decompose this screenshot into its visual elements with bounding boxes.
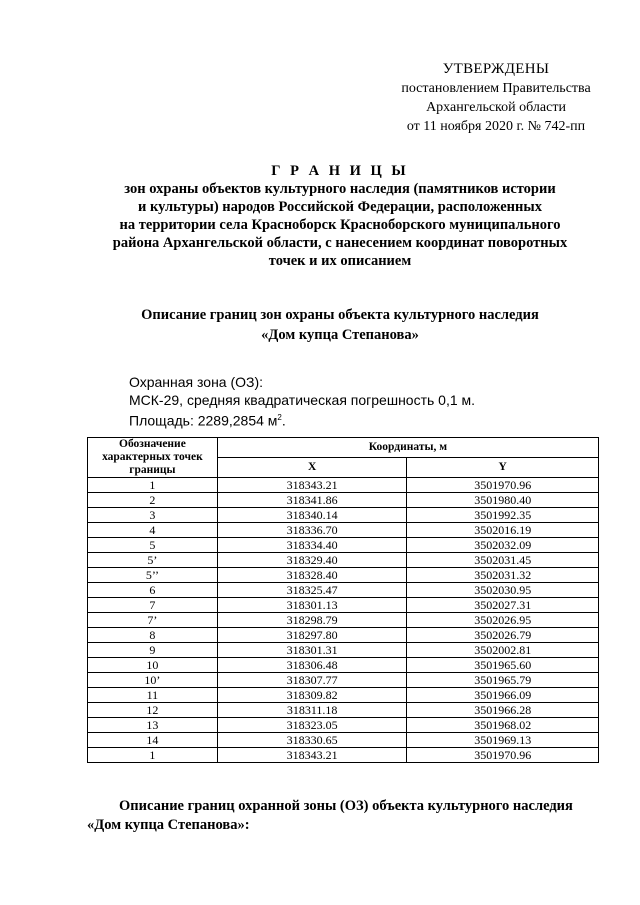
footer-line-2: «Дом купца Степанова»: — [87, 817, 250, 833]
cell-x: 318340.14 — [217, 508, 407, 523]
cell-y: 3501970.96 — [407, 748, 599, 763]
zone-info — [129, 373, 589, 430]
cell-x: 318323.05 — [217, 718, 407, 733]
cell-point: 7’ — [88, 613, 218, 628]
document-subtitle-line: точек и их описанием — [268, 253, 412, 269]
cell-y: 3502032.09 — [407, 538, 599, 553]
table-row — [88, 733, 599, 748]
cell-point: 1 — [88, 478, 218, 493]
table-row — [88, 583, 599, 598]
cell-y: 3501966.09 — [407, 688, 599, 703]
cell-y: 3502026.79 — [407, 628, 599, 643]
document-subtitle-line: и культуры) народов Российской Федерации, расположенных — [138, 199, 542, 215]
table-row — [88, 598, 599, 613]
cell-x: 318325.47 — [217, 583, 407, 598]
table-row — [88, 748, 599, 763]
section-title-line-2: «Дом купца Степанова» — [261, 327, 419, 343]
cell-x: 318334.40 — [217, 538, 407, 553]
table-row — [88, 493, 599, 508]
coordinates-table — [87, 437, 599, 763]
document-subtitle-line: района Архангельской области, с нанесением координат поворотных — [112, 235, 568, 251]
cell-y: 3502027.31 — [407, 598, 599, 613]
table-row — [88, 688, 599, 703]
table-row — [88, 538, 599, 553]
header-coordinates: Координаты, м — [217, 438, 598, 458]
table-row — [88, 613, 599, 628]
cell-point: 4 — [88, 523, 218, 538]
zone-area-label: Площадь: 2289,2854 м — [129, 412, 278, 429]
footer-line-1: Описание границ охранной зоны (ОЗ) объекта культурного наследия — [119, 798, 573, 814]
cell-point: 1 — [88, 748, 218, 763]
approval-line-1: постановлением Правительства — [401, 81, 591, 96]
header-y: Y — [407, 458, 599, 478]
cell-x: 318309.82 — [217, 688, 407, 703]
cell-y: 3501965.79 — [407, 673, 599, 688]
cell-x: 318328.40 — [217, 568, 407, 583]
cell-x: 318298.79 — [217, 613, 407, 628]
cell-point: 14 — [88, 733, 218, 748]
footer-text — [87, 797, 599, 835]
cell-y: 3501969.13 — [407, 733, 599, 748]
cell-point: 5 — [88, 538, 218, 553]
table-row — [88, 568, 599, 583]
table-row — [88, 703, 599, 718]
cell-x: 318297.80 — [217, 628, 407, 643]
cell-y: 3502031.45 — [407, 553, 599, 568]
section-title-line-1: Описание границ зон охраны объекта культурного наследия — [141, 307, 539, 323]
table-row — [88, 658, 599, 673]
cell-y: 3502016.19 — [407, 523, 599, 538]
cell-point: 2 — [88, 493, 218, 508]
cell-point: 5’ — [88, 553, 218, 568]
cell-x: 318343.21 — [217, 748, 407, 763]
cell-x: 318301.13 — [217, 598, 407, 613]
cell-point: 6 — [88, 583, 218, 598]
approval-line-2: Архангельской области — [426, 100, 566, 115]
cell-y: 3501966.28 — [407, 703, 599, 718]
cell-x: 318343.21 — [217, 478, 407, 493]
cell-x: 318341.86 — [217, 493, 407, 508]
cell-x: 318306.48 — [217, 658, 407, 673]
table-row — [88, 523, 599, 538]
cell-point: 12 — [88, 703, 218, 718]
cell-y: 3502026.95 — [407, 613, 599, 628]
table-row — [88, 508, 599, 523]
table-row — [88, 643, 599, 658]
zone-name: Охранная зона (ОЗ): — [129, 374, 264, 390]
header-x: X — [217, 458, 407, 478]
cell-y: 3502030.95 — [407, 583, 599, 598]
table-row — [88, 478, 599, 493]
document-title: Г Р А Н И Ц Ы — [271, 163, 409, 179]
cell-x: 318311.18 — [217, 703, 407, 718]
cell-y: 3501970.96 — [407, 478, 599, 493]
cell-point: 13 — [88, 718, 218, 733]
table-row — [88, 673, 599, 688]
zone-area-sup: 2 — [277, 413, 282, 422]
cell-point: 3 — [88, 508, 218, 523]
cell-y: 3502002.81 — [407, 643, 599, 658]
cell-x: 318330.65 — [217, 733, 407, 748]
coordinates-table-body — [88, 478, 599, 763]
table-row — [88, 553, 599, 568]
cell-y: 3501980.40 — [407, 493, 599, 508]
table-row — [88, 628, 599, 643]
approval-title: УТВЕРЖДЕНЫ — [442, 61, 550, 77]
approval-block — [380, 60, 612, 136]
cell-point: 8 — [88, 628, 218, 643]
section-title — [80, 305, 600, 345]
cell-point: 5’’ — [88, 568, 218, 583]
cell-point: 10 — [88, 658, 218, 673]
cell-y: 3501992.35 — [407, 508, 599, 523]
cell-x: 318336.70 — [217, 523, 407, 538]
document-subtitle-line: на территории села Красноборск Красноборского муниципального — [119, 217, 561, 233]
cell-x: 318329.40 — [217, 553, 407, 568]
cell-y: 3501968.02 — [407, 718, 599, 733]
cell-x: 318307.77 — [217, 673, 407, 688]
document-subtitle-line: зон охраны объектов культурного наследия (памятников истории — [124, 181, 556, 197]
cell-point: 7 — [88, 598, 218, 613]
zone-area — [129, 409, 589, 430]
cell-point: 10’ — [88, 673, 218, 688]
document-title-block — [80, 162, 600, 270]
cell-x: 318301.31 — [217, 643, 407, 658]
cell-y: 3501965.60 — [407, 658, 599, 673]
cell-point: 9 — [88, 643, 218, 658]
table-row — [88, 718, 599, 733]
header-point-designation: Обозначение характерных точек границы — [88, 438, 218, 478]
zone-area-suffix: . — [281, 412, 286, 429]
cell-point: 11 — [88, 688, 218, 703]
approval-line-3: от 11 ноября 2020 г. № 742-пп — [406, 119, 586, 134]
cell-y: 3502031.32 — [407, 568, 599, 583]
zone-coordinate-system: МСК-29, средняя квадратическая погрешность 0,1 м. — [129, 392, 476, 408]
